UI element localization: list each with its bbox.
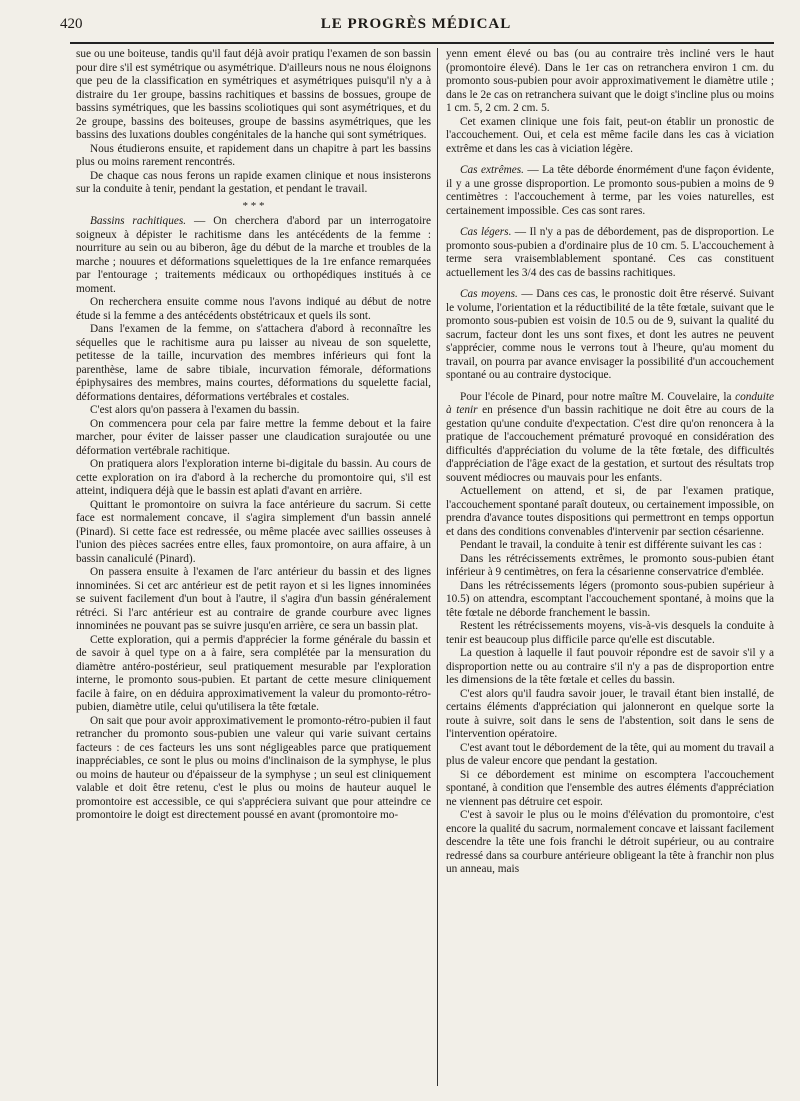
paragraph: yenn ement élevé ou bas (ou au contraire très incliné vers le haut (promontoire élevé). Dans le 1er cas on retranchera environ 1 cm. du promonto sous-pubien pour avoir approximativement le diamètre utile ; dans le 2e cas on retranchera suivant que le doigt s'incline plus ou moins 1 cm. 5, 2 cm. 2 cm. 5. [446,48,774,114]
left-column [76,48,431,823]
paragraph-text: — On cherchera d'abord par un interrogatoire soigneux à dépister le rachitisme dans les antécédents de la femme : nourriture au sein ou au biberon, âge du début de la marche et troubles de la marche ; nouures et déformations squelettiques de la 1re enfance remarquées par l'entourage ; traitements médicaux ou orthopédiques institués à ce moment. [76,215,431,295]
paragraph: Pendant le travail, la conduite à tenir est différente suivant les cas : [460,539,762,551]
paragraph: On passera ensuite à l'examen de l'arc antérieur du bassin et des lignes innominées. Si cet arc antérieur est de petit rayon et si les lignes innominées se suivent facilement d'un bout à l'autre, il s'agira d'un bassin généralement rétréci. Si l'arc antérieur est au contraire de grande courbure avec lignes innominées ne pouvant pas se suivre jusqu'en arrière, ce sera un bassin plat. [76,566,431,632]
paragraph: On sait que pour avoir approximativement le promonto-rétro-pubien il faut retrancher du promonto sous-pubien une valeur qui varie suivant certains facteurs : de ces facteurs les uns sont négligeables parce que pratiquement inappréciables, ce sont le plus ou moins d'inclinaison de la symphyse, le plus ou moins de hauteur ou d'épaisseur de la symphyse ; un seul est cliniquement valable et doit être retenu, c'est le plus ou moins de hauteur auquel le promontoire est accessible, ce qui s'appréciera suivant que pour atteindre ce promontoire le doigt est directement poussé en avant (promontoire mo- [76,714,431,821]
paragraph: Cet examen clinique une fois fait, peut-on établir un pronostic de l'accouchement. Oui, et cela est même facile dans les cas à viciation extrême et dans les cas à viciation légère. [446,115,774,155]
paragraph-text: Pour l'école de Pinard, pour notre maître M. Couvelaire, la [460,390,736,403]
section-heading: Bassins rachitiques. [90,215,187,227]
section-heading: Cas extrêmes. [460,164,524,176]
paragraph: Dans les rétrécissements légers (promonto sous-pubien supérieur à 10.5) on attendra, escomptant l'accouchement spontané, à moins que la tête fœtale ne déborde franchement le bassin. [446,579,774,619]
paragraph: C'est avant tout le débordement de la tête, qui au moment du travail a plus de valeur encore que pendant la gestation. [446,741,774,767]
paragraph: On commencera pour cela par faire mettre la femme debout et la faire marcher, pour éviter de laisser passer une claudication surajoutée ou une déformation vertébrale rachitique. [76,417,431,457]
paragraph: De chaque cas nous ferons un rapide examen clinique et nous insisterons sur la conduite à tenir, pendant la gestation, et pendant le travail. [76,169,431,195]
paragraph: Restent les rétrécissements moyens, vis-à-vis desquels la conduite à tenir est beaucoup plus difficile parce qu'elle est discutable. [446,620,774,646]
paragraph-rachitiques [76,215,431,296]
paragraph: C'est à savoir le plus ou le moins d'élévation du promontoire, c'est encore la qualité du sacrum, normalement concave et laissant facilement descendre la tête une fois franchi le détroit supérieur, ou au contraire redressé dans sa courbure antérieure obligeant la tête à franchir non plus un anneau, mais [446,809,774,875]
paragraph-text: en présence d'un bassin rachitique ne doit être au cours de la gestation qu'une conduite d'expectation. C'est dire qu'on renoncera à la pratique de l'accouchement prématuré provoqué en considération des difficultés d'appréciation du volume de la tête fœtale, des difficultés d'appréciation de l'âge exact de la gestation, et surtout des résultats trop souvent médiocres ou mauvais pour les enfants. [446,404,774,484]
journal-title: LE PROGRÈS MÉDICAL [320,16,512,32]
paragraph: Quittant le promontoire on suivra la face antérieure du sacrum. Si cette face est normalement concave, il s'agira simplement d'un bassin annelé (Pinard). Si cette face est redressée, ou même placée avec saillies osseuses à l'union des pièces sacrées entre elles, faux promontoire, on aura affaire, à un bassin canaliculé (Pinard). [76,498,431,565]
paragraph: La question à laquelle il faut pouvoir répondre est de savoir s'il y a disproportion nette ou au contraire s'il n'y a pas de disproportion entre les dimensions de la tête fœtale et celles du bassin. [446,647,774,686]
section-heading: Cas moyens. [460,288,518,300]
section-heading: Cas légers. [460,226,512,238]
paragraph-cas-legers [446,226,774,280]
paragraph-cas-moyens [446,288,774,383]
emphasis: conduite à tenir [446,390,774,416]
paragraph-text: — Il n'y a pas de débordement, pas de disproportion. Le promonto sous-pubien a d'ordinaire plus de 10 cm. 5. L'accouchement à terme sera vraisemblablement spontané. Ces cas constituent actuellement les 3/4 des cas de bassins rachitiques. [446,226,774,279]
right-column [446,48,774,877]
paragraph: Dans l'examen de la femme, on s'attachera d'abord à reconnaître les séquelles que le rachitisme aura pu laisser au niveau de son squelette, petitesse de la taille, incurvation des membres inférieurs qui font la parenthèse, lame de sabre tibiale, incurvation fémorale, déformations épiphysaires des membres, mains courtes, déformations du squelette facial, déformations dentaires, déformations vertébrales et costales. [76,323,431,403]
paragraph: C'est alors qu'il faudra savoir jouer, le travail étant bien installé, de certains éléments d'appréciation qui jalonneront en quelque sorte la route à suivre, soit dans le sens de l'abstention, soit dans le sens de l'intervention opératoire. [446,687,774,740]
paragraph-cas-extremes [446,164,774,218]
paragraph: Cette exploration, qui a permis d'apprécier la forme générale du bassin et de savoir à quel type on a à faire, sera complétée par la mensuration du diamètre antéro-postérieur, seul pratiquement mesurable par l'exploration interne, le promonto sous-pubien. Et partant de cette mesure cliniquement facile à faire, on en déduira approximativement la valeur du promonto-rétro-pubien, diamètre utile, celui qu'utilisera la tête fœtale. [76,633,431,713]
paragraph-text: — Dans ces cas, le pronostic doit être réservé. Suivant le volume, l'orientation et la réductibilité de la tête fœtale, suivant que le promonto sous-pubien est voisin de 10.5 ou de 9, suivant la qualité du sacrum, facteur dont les uns sont fixes, et dont les autres ne peuvent s'apprécier, comme nous le verrons tout à l'heure, qu'au moment du travail, on pourra par avance envisager la possibilité d'un accouchement spontané ou au contraire dystocique. [446,288,774,381]
paragraph: On pratiquera alors l'exploration interne bi-digitale du bassin. Au cours de cette exploration on ira d'abord à la recherche du promontoire qui, s'il est atteint, indiquera déjà que le bassin est aplati d'avant en arrière. [76,458,431,497]
paragraph: C'est alors qu'on passera à l'examen du bassin. [90,404,300,416]
paragraph: Actuellement on attend, et si, de par l'examen pratique, l'accouchement spontané paraît douteux, ou certainement impossible, on prendra d'avance toutes dispositions qui permettront en temps opportun et dans des conditions convenables d'intervenir par section césarienne. [446,485,774,538]
section-separator: * * * [242,199,265,212]
page-number: 420 [60,16,83,32]
header-rule [70,42,774,44]
paragraph: Nous étudierons ensuite, et rapidement dans un chapitre à part les bassins plus ou moins rarement rencontrés. [76,142,431,168]
paragraph: Dans les rétrécissements extrêmes, le promonto sous-pubien étant inférieur à 9 centimètres, on fera la césarienne conservatrice d'emblée. [446,552,774,578]
column-divider [437,48,438,1086]
paragraph-conduite [446,391,774,486]
paragraph-text: — La tête déborde énormément d'une façon évidente, il y a une grosse disproportion. Le promonto sous-pubien a moins de 9 centimètres : l'accouchement à terme, par les voies naturelles, est certainement impossible. Ces cas sont rares. [446,164,774,217]
paragraph: sue ou une boiteuse, tandis qu'il faut déjà avoir pratiqu l'examen de son bassin pour dire s'il est symétrique ou asymétrique. D'ailleurs nous ne nous éloignons que peu de la classification en symétriques et asymétriques puisqu'il n'y a à distraire du 1er groupe, bassins rachitiques et bassins de bossues, groupe de bassins symétriques, que les bassins scoliotiques qui sont asymétriques, et du 2e groupe, bassins des boiteuses, groupe de bassins asymétriques, que les bassins des luxations doubles congénitales de la hanche qui sont symétriques. [76,48,431,141]
page-header [60,14,772,36]
paragraph: Si ce débordement est minime on escomptera l'accouchement spontané, à condition que l'ensemble des autres éléments d'appréciation ne viennent pas détruire cet espoir. [446,768,774,808]
paragraph: On recherchera ensuite comme nous l'avons indiqué au début de notre étude si la femme a des antécédents obstétricaux et quels ils sont. [76,296,431,322]
